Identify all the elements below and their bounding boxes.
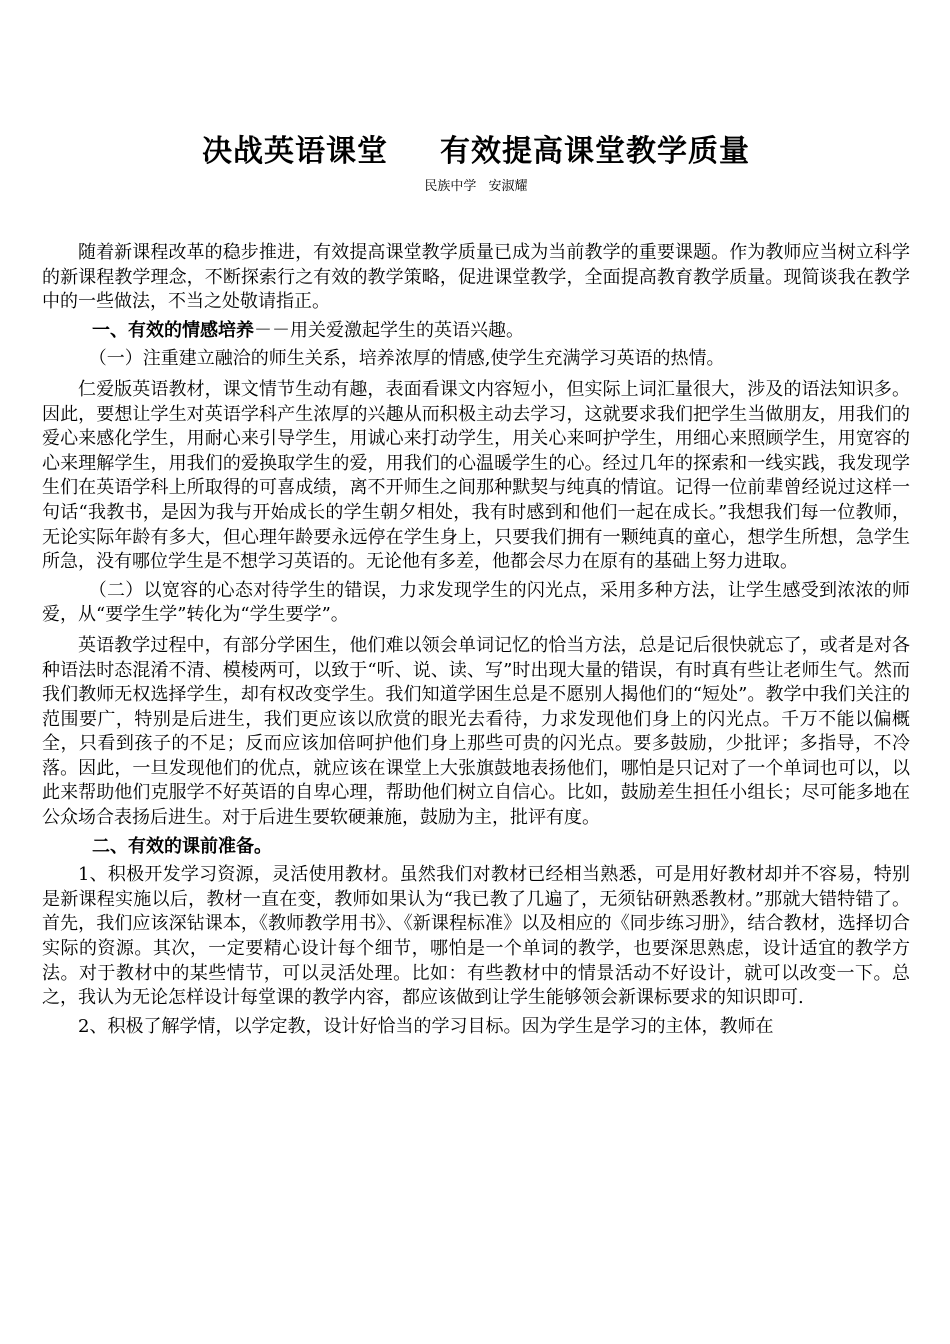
document-page <box>42 0 910 1043</box>
paragraph-1: 仁爱版英语教材，课文情节生动有趣，表面看课文内容短小，但实际上词汇量很大，涉及的语法知识多。因此，要想让学生对英语学科产生浓厚的兴趣从而积极主动去学习，这就要求我们把学生当做朋友，用我们的爱心来感化学生，用耐心来引导学生，用诚心来打动学生，用关心来呵护学生，用细心来照顾学生，用宽容的心来理解学生，用我们的爱换取学生的爱，用我们的心温暖学生的心。经过几年的探索和一线实践，我发现学生们在英语学科上所取得的可喜成绩，离不开师生之间那种默契与纯真的情谊。记得一位前辈曾经说过这样一句话“我教书，是因为我与开始成长的学生朝夕相处，我有时感到和他们一起在成长。”我想我们每一位教师，无论实际年龄有多大，但心理年龄要永远停在学生身上，只要我们拥有一颗纯真的童心，想学生所想，急学生所急，没有哪位学生是不想学习英语的。无论他有多差，他都会尽力在原有的基础上努力进取。 <box>42 378 910 573</box>
paragraph-2: 英语教学过程中，有部分学困生，他们难以领会单词记忆的恰当方法，总是记后很快就忘了，或者是对各种语法时态混淆不清、模棱两可，以致于“听、说、读、写”时出现大量的错误，有时真有些让老师生气。然而我们教师无权选择学生，却有权改变学生。我们知道学困生总是不愿别人揭他们的“短处”。教学中我们关注的范围要广，特别是后进生，我们更应该以欣赏的眼光去看待，力求发现他们身上的闪光点。千万不能以偏概全，只看到孩子的不足；反而应该加倍呵护他们身上那些可贵的闪光点。要多鼓励，少批评；多指导，不冷落。因此，一旦发现他们的优点，就应该在课堂上大张旗鼓地表扬他们，哪怕是只记对了一个单词也可以，以此来帮助他们克服学不好英语的自卑心理，帮助他们树立自信心。比如，鼓励差生担任小组长；尽可能多地在公众场合表扬后进生。对于后进生要软硬兼施，鼓励为主，批评有度。 <box>42 634 910 829</box>
document-body <box>42 241 910 1039</box>
page-title <box>42 130 910 174</box>
title-part-2: 有效提高课堂教学质量 <box>440 134 750 169</box>
subsection-2-heading: （二）以宽容的心态对待学生的错误，力求发现学生的闪光点，采用多种方法，让学生感受到浓浓的师爱，从“要学生学”转化为“学生要学”。 <box>42 579 910 626</box>
paragraph-3: 1、积极开发学习资源，灵活使用教材。虽然我们对教材已经相当熟悉，可是用好教材却并不容易，特别是新课程实施以后，教材一直在变，教师如果认为“我已教了几遍了，无须钻研熟悉教材。”那就大错特错了。首先，我们应该深钻课本，《教师教学用书》、《新课程标准》以及相应的《同步练习册》，结合教材，选择切合实际的资源。其次，一定要精心设计每个细节，哪怕是一个单词的教学，也要深思熟虑，设计适宜的教学方法。对于教材中的某些情节，可以灵活处理。比如：有些教材中的情景活动不好设计，就可以改变一下。总之，我认为无论怎样设计每堂课的教学内容，都应该做到让学生能够领会新课标要求的知识即可. <box>42 864 910 1009</box>
paragraph-4: 2、积极了解学情，以学定教，设计好恰当的学习目标。因为学生是学习的主体，教师在 <box>78 1015 774 1037</box>
section-1-heading-title: 一、有效的情感培养 <box>92 319 254 341</box>
section-1-heading <box>42 319 910 344</box>
intro-paragraph: 随着新课程改革的稳步推进，有效提高课堂教学质量已成为当前教学的重要课题。作为教师应当树立科学的新课程教学理念，不断探索行之有效的教学策略，促进课堂教学，全面提高教育教学质量。现简谈我在教学中的一些做法，不当之处敬请指正。 <box>42 242 910 313</box>
section-2-heading <box>42 835 910 860</box>
author-line: 民族中学 安淑耀 <box>424 179 528 194</box>
section-2-heading-title: 二、有效的课前准备。 <box>92 835 272 857</box>
subsection-1-heading: （一）注重建立融洽的师生关系，培养浓厚的情感,使学生充满学习英语的热情。 <box>88 348 725 370</box>
title-part-1: 决战英语课堂 <box>202 134 388 169</box>
section-1-heading-subtitle: －－用关爱激起学生的英语兴趣。 <box>254 319 524 341</box>
